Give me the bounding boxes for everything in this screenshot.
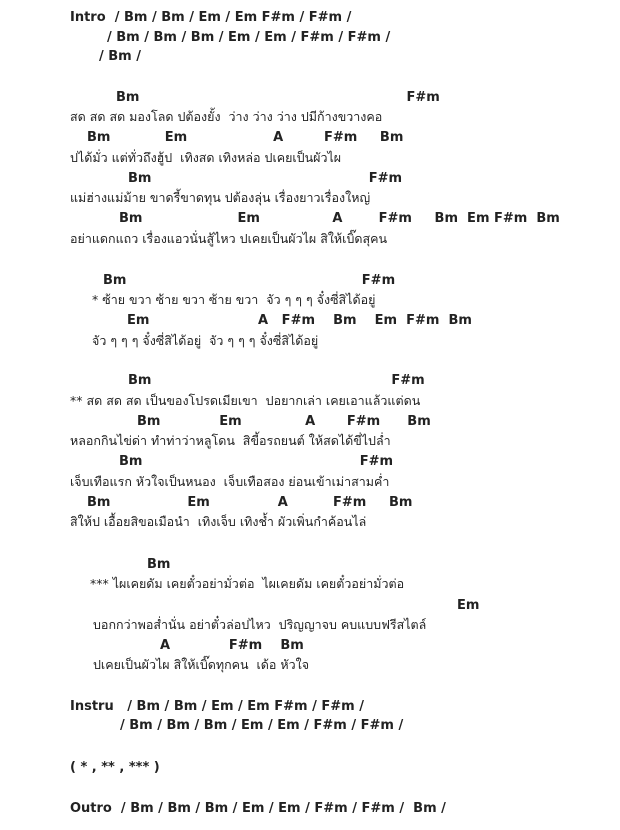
chord-line: Bm F#m <box>128 373 425 388</box>
instru-line-1: Instru / Bm / Bm / Em / Em F#m / F#m / <box>70 699 364 714</box>
lyric-line: สิให้ป เอื้อยสิขอเมือนำ เทิงเจ็บ เทิงช้ำ ผัวเพิ่นกำค้อนไล่ <box>70 514 367 529</box>
chord-line: Bm Em A F#m Bm <box>87 130 404 145</box>
lyric-line: อย่าแดกแถว เรื่องแอวนั่นสู้ไหว ปเคยเป็นผัวไผ สิให้เบิ๊ดสุคน <box>70 231 388 246</box>
repeat-marker: ( * , ** , *** ) <box>70 760 160 775</box>
chord-line: Bm F#m <box>128 171 403 186</box>
lyric-line: เจ็บเทือแรก หัวใจเป็นหนอง เจ็บเทือสอง ย่อนเข้าเม่าสามค่ำ <box>70 474 390 489</box>
lyric-line: สด สด สด มองโลด ปต้องยั้ง ว่าง ว่าง ว่าง ปมีก้างขวางคอ <box>70 109 383 124</box>
chord-line: Bm Em A F#m Bm <box>87 495 413 510</box>
instru-line-2: / Bm / Bm / Bm / Em / Em / F#m / F#m / <box>120 718 404 733</box>
lyric-line: หลอกกินไข่ด่า ทำท่าว่าหลูโดน สิขี้อรถยนต์ ให้สดได้ขี่ไปล่ำ <box>70 433 391 448</box>
lyric-line: ปได้มั่ว แต่ทั่วถึงฮู้ป เทิงสด เทิงหล่อ ปเคยเป็นผัวไผ <box>70 150 342 165</box>
chord-line: Bm F#m <box>119 454 394 469</box>
outro-line: Outro / Bm / Bm / Bm / Em / Em / F#m / F#m / Bm / <box>70 801 446 816</box>
intro-line-2: / Bm / Bm / Bm / Em / Em / F#m / F#m / <box>107 30 391 45</box>
intro-line-3: / Bm / <box>99 49 142 64</box>
chord-line: Bm F#m <box>116 90 440 105</box>
lyric-line: แม่ฮ่างแม่ม้าย ขาดรี้ขาดทุน ปต้องลุ่น เรื่องยาวเรื่องใหญ่ <box>70 190 371 205</box>
chord-line: A F#m Bm <box>160 638 304 653</box>
lyric-line: * ซ้าย ขวา ซ้าย ขวา ซ้าย ขวา จัว ๆ ๆ ๆ จั๋งซี่สิได้อยู่ <box>92 292 376 307</box>
chord-line: Bm F#m <box>103 273 396 288</box>
chord-line: Bm <box>147 557 171 572</box>
lyric-line: จัว ๆ ๆ ๆ จั๋งซี่สิได้อยู่ จัว ๆ ๆ ๆ จั๋งซี่สิได้อยู่ <box>92 333 319 348</box>
chord-line: Bm Em A F#m Bm <box>137 414 431 429</box>
lyric-line: บอกกว่าพอส่ำนั่น อย่าตั๋วล่อปไหว ปริญญาจบ คบแบบฟรีสไตล์ <box>93 617 427 632</box>
lyric-line: ** สด สด สด เป็นของโปรดเมียเขา ปอยากเล่า เคยเอาแล้วแต่ดน <box>70 393 421 408</box>
chord-line: Bm Em A F#m Bm Em F#m Bm <box>119 211 560 226</box>
intro-line-1: Intro / Bm / Bm / Em / Em F#m / F#m / <box>70 10 352 25</box>
chord-line: Em <box>457 598 480 613</box>
lyric-line: ปเคยเป็นผัวไผ สิให้เบิ๊ดทุกคน เด้อ หัวใจ <box>93 657 310 672</box>
lyric-line: *** ไผเคยดัม เคยตั๋วอย่ามั่วต่อ ไผเคยดัม เคยตั๋วอย่ามั่วต่อ <box>90 576 405 591</box>
chord-line: Em A F#m Bm Em F#m Bm <box>127 313 472 328</box>
